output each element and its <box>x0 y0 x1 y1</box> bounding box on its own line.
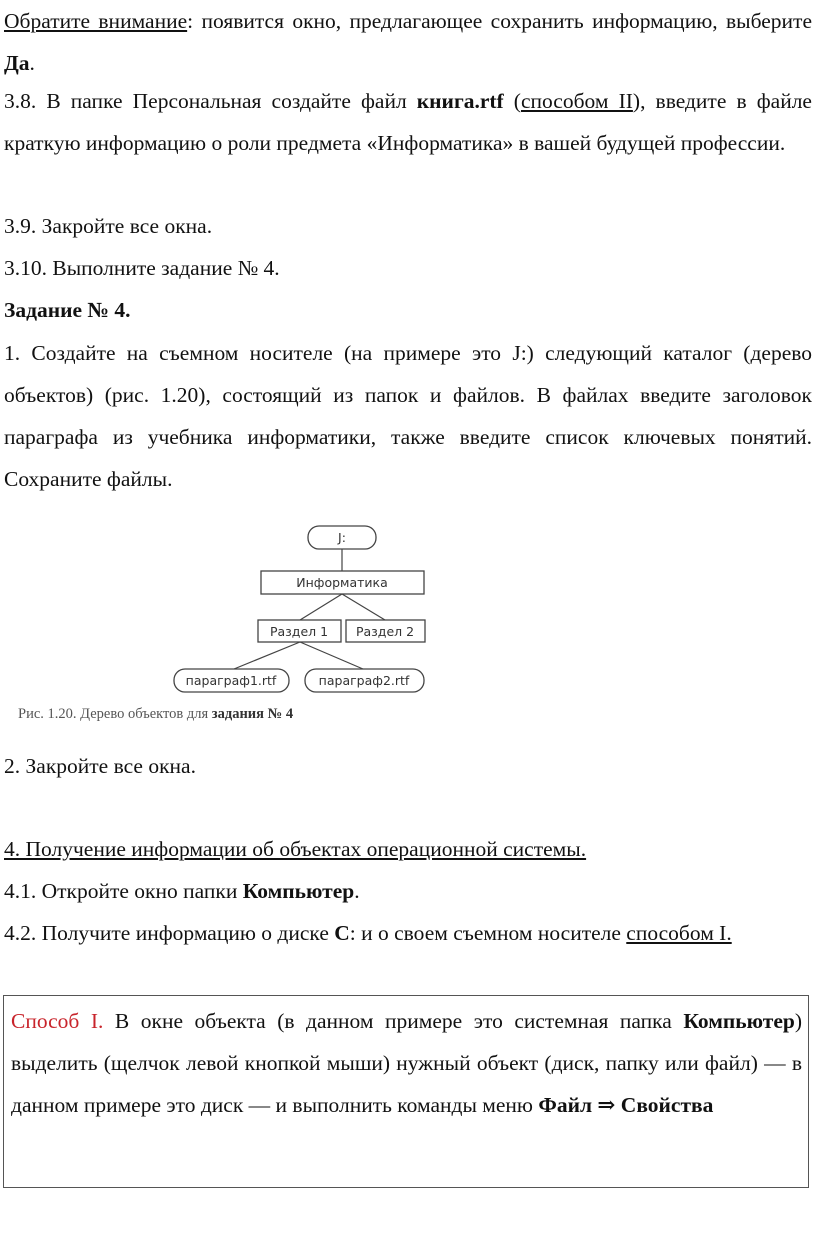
node-razdel-2-label: Раздел 2 <box>355 624 415 639</box>
note-paragraph <box>4 0 812 84</box>
node-file-2-label: параграф2.rtf <box>318 673 410 688</box>
note-text: : появится окно, предлагающее сохранить информацию, выберите <box>187 9 812 33</box>
step-4-1 <box>4 870 360 912</box>
method-bold-b: Файл ⇒ Свойства <box>538 1093 714 1117</box>
task-step-1: 1. Создайте на съемном носителе (на примере это J:) следующий каталог (дерево объектов) (рис. 1.20), состоящий из папок и файлов. В файлах введите заголовок параграфа из учебника информатики, также введите список ключевых понятий. Сохраните файлы. <box>4 341 812 491</box>
caption-text: Рис. 1.20. Дерево объектов для <box>18 706 212 722</box>
task-heading: Задание № 4. <box>4 298 131 322</box>
node-informatika-label: Информатика <box>296 575 388 590</box>
method-text-a: В окне объекта (в данном примере это системная папка <box>103 1009 684 1033</box>
edge-razdel1-file2 <box>300 642 363 669</box>
section-heading: 4. Получение информации об объектах операционной системы. <box>4 837 587 861</box>
note-bold: Да <box>4 51 30 75</box>
node-razdel-1-label: Раздел 1 <box>269 624 329 639</box>
figure-caption <box>18 706 293 723</box>
step-4-1-bold: Компьютер <box>242 879 355 903</box>
method-box-text <box>11 1000 802 1126</box>
node-file-1-label: параграф1.rtf <box>185 673 277 688</box>
step-4-2-text-a: 4.2. Получите информацию о диске <box>4 921 335 945</box>
step-3-8-text-a: 3.8. В папке Персональная создайте файл <box>4 89 417 113</box>
note-end: . <box>29 51 35 75</box>
step-4-2-bold: С <box>334 921 350 945</box>
method-label: Способ I. <box>11 1009 104 1033</box>
task-step-2: 2. Закройте все окна. <box>4 754 196 778</box>
edge-razdel1-file1 <box>234 642 300 669</box>
node-root-label: J: <box>338 530 346 545</box>
edge-informatika-razdel2 <box>342 594 385 620</box>
step-4-2-method: способом I. <box>626 921 732 945</box>
edge-informatika-razdel1 <box>300 594 342 620</box>
note-label: Обратите внимание <box>4 9 188 33</box>
step-4-2 <box>4 912 812 954</box>
step-3-8-method: способом II <box>520 89 633 113</box>
step-3-9: 3.9. Закройте все окна. <box>4 214 213 238</box>
step-3-8-text-c: ), введите в файле краткую информацию о роли предмета «Информатика» в вашей будущей профессии. <box>4 89 812 155</box>
caption-bold: задания № 4 <box>211 706 294 722</box>
step-3-10: 3.10. Выполните задание № 4. <box>4 256 280 280</box>
step-3-8-text-b: ( <box>503 89 521 113</box>
step-3-8-filename: книга.rtf <box>416 89 504 113</box>
step-3-8 <box>4 80 812 164</box>
step-4-2-text-b: : и о своем съемном носителе <box>349 921 627 945</box>
step-4-1-text: 4.1. Откройте окно папки <box>4 879 243 903</box>
method-text-b: ) выделить (щелчок левой кнопкой мыши) нужный объект (диск, папку или файл) — в данном примере это диск — и выполнить команды меню <box>11 1009 803 1117</box>
figure-tree <box>0 510 816 730</box>
tree-diagram <box>0 510 816 710</box>
method-bold-a: Компьютер <box>683 1009 795 1033</box>
method-box <box>3 995 809 1188</box>
step-4-1-end: . <box>354 879 360 903</box>
